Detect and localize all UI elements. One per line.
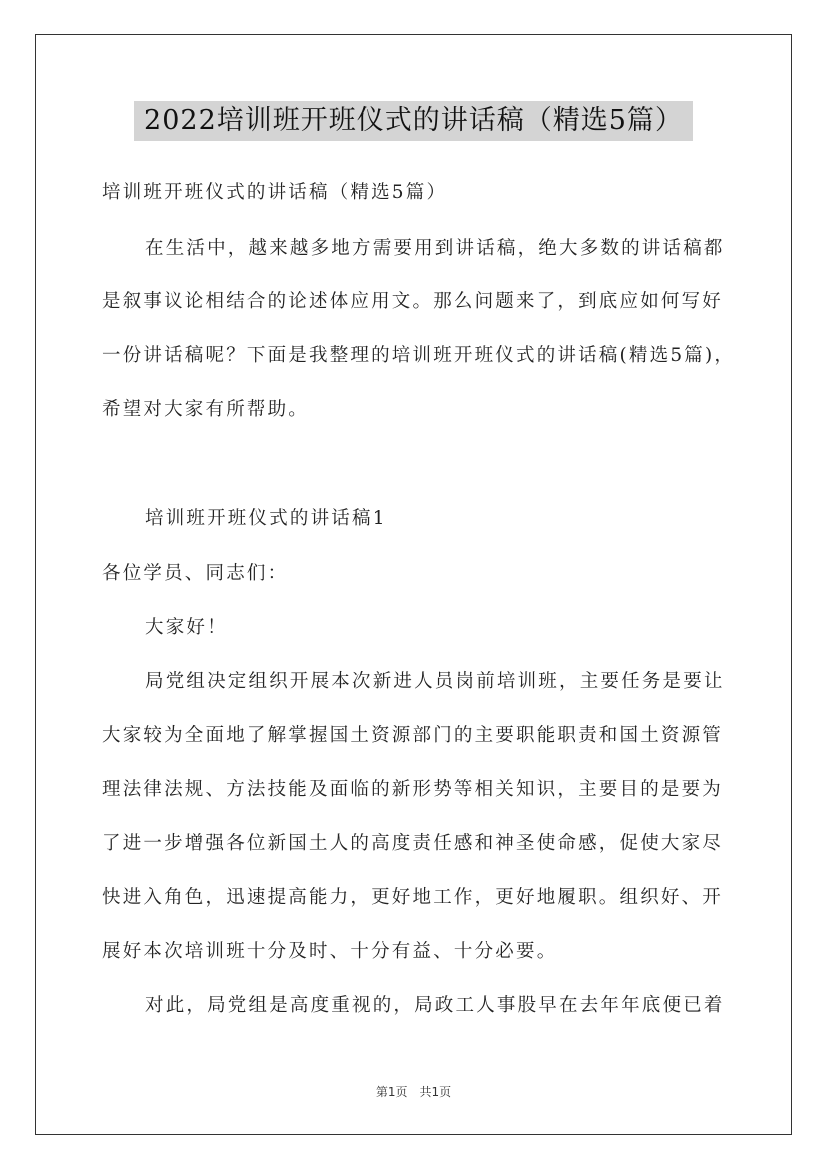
body-line-7: 对此，局党组是高度重视的，局政工人事股早在去年年底便已着 bbox=[145, 995, 725, 1016]
document-subtitle: 培训班开班仪式的讲话稿（精选5篇） bbox=[102, 182, 448, 203]
intro-line-3: 一份讲话稿呢？下面是我整理的培训班开班仪式的讲话稿(精选5篇)， bbox=[102, 345, 736, 366]
salutation: 各位学员、同志们： bbox=[102, 563, 289, 584]
body-line-2: 大家较为全面地了解掌握国土资源部门的主要职能职责和国土资源管 bbox=[102, 725, 724, 746]
body-line-6: 展好本次培训班十分及时、十分有益、十分必要。 bbox=[102, 941, 558, 962]
body-line-4: 了进一步增强各位新国土人的高度责任感和神圣使命感，促使大家尽 bbox=[102, 833, 724, 854]
page-footer: 第1页 共1页 bbox=[375, 1085, 452, 1099]
intro-line-1: 在生活中，越来越多地方需要用到讲话稿，绝大多数的讲话稿都 bbox=[145, 238, 725, 259]
greeting: 大家好！ bbox=[145, 617, 228, 638]
title-container bbox=[0, 101, 827, 141]
body-line-3: 理法律法规、方法技能及面临的新形势等相关知识，主要目的是要为 bbox=[102, 779, 724, 800]
document-title: 2022培训班开班仪式的讲话稿（精选5篇） bbox=[134, 101, 693, 141]
body-line-5: 快进入角色，迅速提高能力，更好地工作，更好地履职。组织好、开 bbox=[102, 887, 724, 908]
body-line-1: 局党组决定组织开展本次新进人员岗前培训班，主要任务是要让 bbox=[145, 671, 725, 692]
intro-line-4: 希望对大家有所帮助。 bbox=[102, 399, 310, 420]
intro-line-2: 是叙事议论相结合的论述体应用文。那么问题来了，到底应如何写好 bbox=[102, 291, 724, 312]
section-heading: 培训班开班仪式的讲话稿1 bbox=[145, 508, 387, 529]
